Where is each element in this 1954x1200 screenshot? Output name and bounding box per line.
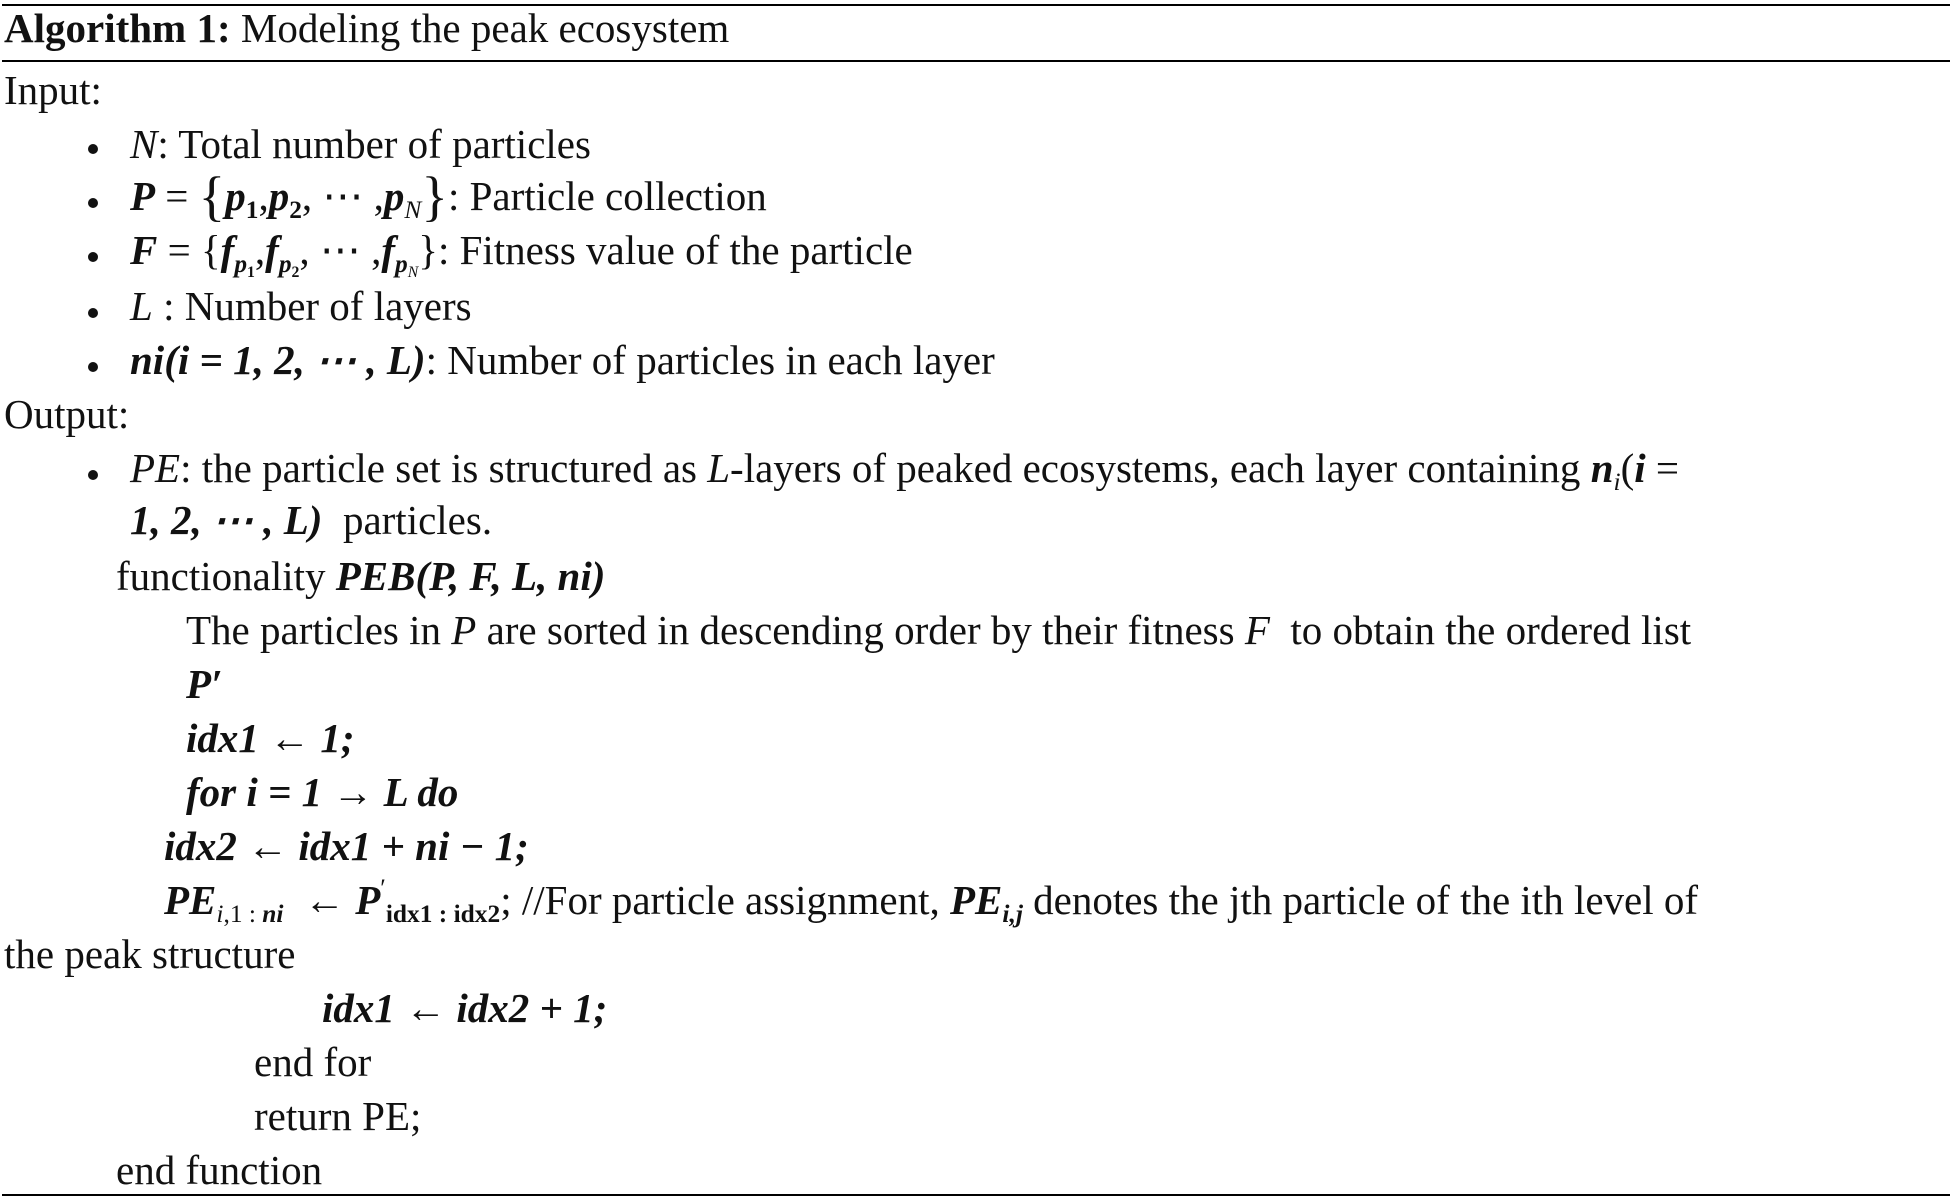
symbol-f: F — [130, 227, 158, 273]
ordered-list-symbol: P′ — [186, 661, 223, 707]
algorithm-title: Modeling the peak ecosystem — [240, 5, 730, 51]
input-item-f: $F = \{f_{p_1},f_{p_2}$, ⋯ $,f_{p_N}$}: Fitness value of the particle — [130, 227, 913, 282]
step-idx1: idx1 ← idx2 + 1; — [322, 985, 608, 1031]
bullet-icon — [88, 144, 98, 154]
bullet-icon — [88, 252, 98, 262]
input-desc-l: : Number of layers — [152, 283, 472, 329]
for-loop-header: for i = 1 → L do — [186, 769, 459, 815]
bullet-icon — [88, 198, 98, 208]
assign-statement: $PE_{i,1 : ni}$ ← $P'_{idx1 : idx2}$; //For particle assignment, $PE_{i,j}$ denotes the jth particle of the ith level of — [164, 874, 1699, 929]
input-item-p: $P = \{p_1,p_2$, ⋯ $,p_N$}: Particle collection — [130, 165, 767, 227]
step-idx2: idx2 ← idx1 + ni − 1; — [164, 823, 529, 869]
bullet-icon — [88, 362, 98, 372]
end-for: end for — [254, 1039, 372, 1085]
init-statement: idx1 ← 1; — [186, 715, 355, 761]
bottom-rule — [2, 1194, 1950, 1196]
symbol-l: L — [130, 283, 153, 329]
equals-sign: = — [155, 173, 199, 219]
symbol-n: N — [130, 121, 158, 167]
sort-statement: The particles in P are sorted in descending order by their fitness F to obtain the ordered list — [186, 607, 1692, 653]
bullet-icon — [88, 308, 98, 318]
output-heading: Output: — [4, 391, 130, 437]
algorithm-caption — [4, 4, 729, 56]
output-item-line2: 1, 2, ⋯ , L) particles. — [130, 497, 493, 543]
function-header — [116, 552, 605, 604]
expr-ni: ni(i = 1, 2, ⋯ , L) — [130, 337, 426, 383]
input-item-ni — [130, 336, 995, 388]
input-desc-n: : Total number of particles — [157, 121, 591, 167]
function-keyword: functionality — [116, 553, 326, 599]
output-item-line1: PE: the particle set is structured as L-layers of peaked ecosystems, each layer containing $n_i(i$ = — [130, 445, 1679, 497]
input-desc-ni: : Number of particles in each layer — [425, 337, 995, 383]
algorithm-label: Algorithm 1: — [4, 5, 231, 51]
equals-sign: = — [157, 227, 201, 273]
input-item-n — [130, 120, 591, 172]
input-heading: Input: — [4, 67, 102, 113]
symbol-p: P — [130, 173, 156, 219]
return-statement: return PE; — [254, 1093, 422, 1139]
input-desc-f: : Fitness value of the particle — [437, 227, 913, 273]
bullet-icon — [88, 470, 98, 480]
input-desc-p: : Particle collection — [447, 173, 767, 219]
end-function: end function — [116, 1147, 323, 1193]
function-signature: PEB(P, F, L, ni) — [335, 553, 606, 599]
assign-comment-wrap: the peak structure — [4, 931, 296, 977]
caption-rule — [2, 60, 1950, 62]
input-item-l — [130, 282, 472, 334]
symbol-pe: PE — [130, 445, 181, 491]
